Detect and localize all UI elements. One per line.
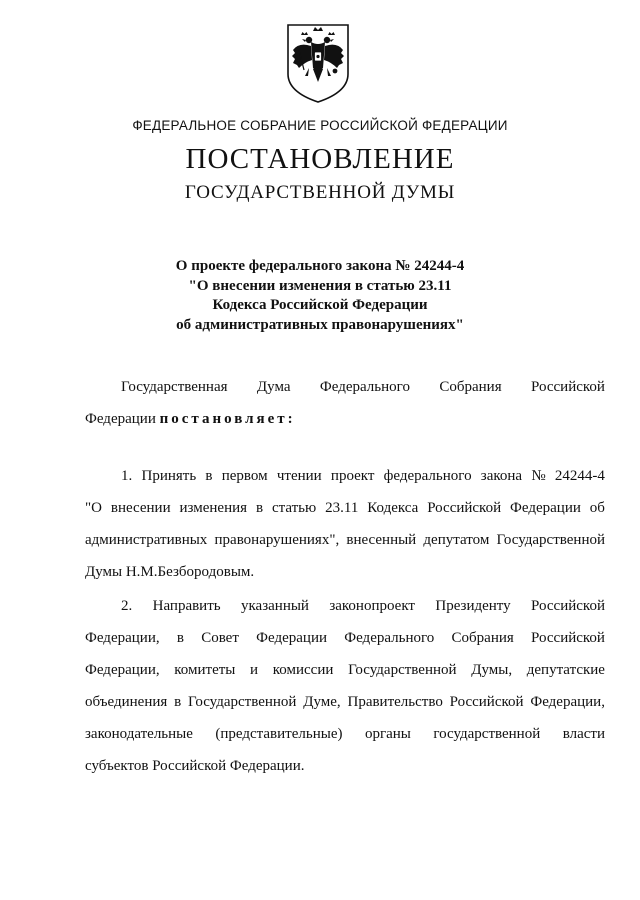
word: Правительство [347, 694, 443, 710]
word: указанный [240, 598, 309, 614]
word: административных [85, 532, 208, 548]
intro-paragraph [85, 371, 605, 435]
word: законопроект [329, 598, 415, 614]
word: Российской [427, 500, 502, 516]
word: Федерального [319, 379, 410, 395]
word: в [174, 694, 182, 710]
word: об [589, 500, 605, 516]
word: "О [85, 500, 102, 516]
word: в [255, 500, 264, 516]
word: Российской [531, 598, 605, 614]
word: Совет [201, 630, 239, 646]
word: органы [364, 726, 411, 742]
word: проект [330, 468, 375, 484]
word: Президенту [435, 598, 511, 614]
intro-prefix: Федерации [85, 411, 156, 427]
word: первом [221, 468, 268, 484]
word: Государственная [121, 379, 228, 395]
paragraph-1-line-1 [85, 460, 605, 492]
word: чтении [276, 468, 322, 484]
word: Кодекса [367, 500, 419, 516]
word: 24244-4 [554, 468, 605, 484]
word: Федерального [344, 630, 435, 646]
word: статью [271, 500, 317, 516]
word: Российской [531, 630, 605, 646]
word: объединения [85, 694, 168, 710]
word: правонарушениях", [214, 532, 340, 548]
subject-line: О проекте федерального закона № 24244-4 [175, 258, 465, 274]
subject-line: "О внесении изменения в статью 23.11 [188, 277, 452, 294]
word: внесении [110, 500, 171, 516]
word: 23.11 [325, 500, 359, 516]
word: в [205, 468, 213, 484]
word: Федерации [256, 630, 327, 646]
word: закона [480, 468, 523, 484]
word: Думы, [471, 662, 513, 678]
word: Государственной [496, 532, 605, 548]
word: в [176, 630, 184, 646]
paragraph-2-line-4 [85, 686, 605, 718]
document-type-title: ПОСТАНОВЛЕНИЕ [185, 143, 455, 175]
word: 2. [121, 598, 133, 614]
paragraph-2-line-6: субъектов Российской Федерации. [85, 758, 305, 774]
paragraph-2-line-3 [85, 654, 605, 686]
word: Принять [141, 468, 197, 484]
word: и [250, 662, 259, 678]
word: Направить [152, 598, 221, 614]
word: Федерации [510, 500, 581, 516]
intro-line-1 [85, 371, 605, 403]
word: (представительные) [215, 726, 343, 742]
document-subject [150, 257, 490, 335]
word: Российской [449, 694, 524, 710]
word: № [531, 468, 546, 484]
word: Федерации, [530, 694, 605, 710]
word: федерального [383, 468, 472, 484]
subject-line: об административных правонарушениях" [176, 316, 464, 333]
paragraph-1-line-4: Думы Н.М.Безбородовым. [85, 564, 255, 580]
word: депутатские [526, 662, 605, 678]
decision-keyword: постановляет: [159, 411, 296, 427]
organization-name: ФЕДЕРАЛЬНОЕ СОБРАНИЕ РОССИЙСКОЙ ФЕДЕРАЦИИ [132, 118, 508, 133]
word: внесенный [346, 532, 417, 548]
intro-line-2 [85, 403, 605, 435]
paragraph-2-line-5 [85, 718, 605, 750]
word: Федерации, [85, 662, 160, 678]
subject-line: Кодекса Российской Федерации [212, 297, 428, 313]
document-issuer-subtitle: ГОСУДАРСТВЕННОЙ ДУМЫ [184, 182, 456, 203]
word: депутатом [423, 532, 490, 548]
paragraph-1 [85, 460, 605, 588]
double-headed-eagle-icon [285, 22, 351, 104]
word: власти [562, 726, 605, 742]
word: государственной [433, 726, 541, 742]
word: изменения [179, 500, 248, 516]
word: Государственной [348, 662, 457, 678]
word: Собрания [439, 379, 502, 395]
word: Думе, [303, 694, 341, 710]
paragraph-2-line-2 [85, 622, 605, 654]
word: комитеты [174, 662, 236, 678]
word: Федерации, [85, 630, 160, 646]
word: комиссии [272, 662, 334, 678]
word: законодательные [85, 726, 193, 742]
word: Собрания [451, 630, 514, 646]
word: 1. [121, 468, 133, 484]
paragraph-1-line-3 [85, 524, 605, 556]
word: Государственной [187, 694, 297, 710]
paragraph-2-line-1 [85, 590, 605, 622]
word: Дума [256, 379, 291, 395]
paragraph-1-line-2 [85, 492, 605, 524]
word: Российской [531, 379, 605, 395]
paragraph-2 [85, 590, 605, 782]
